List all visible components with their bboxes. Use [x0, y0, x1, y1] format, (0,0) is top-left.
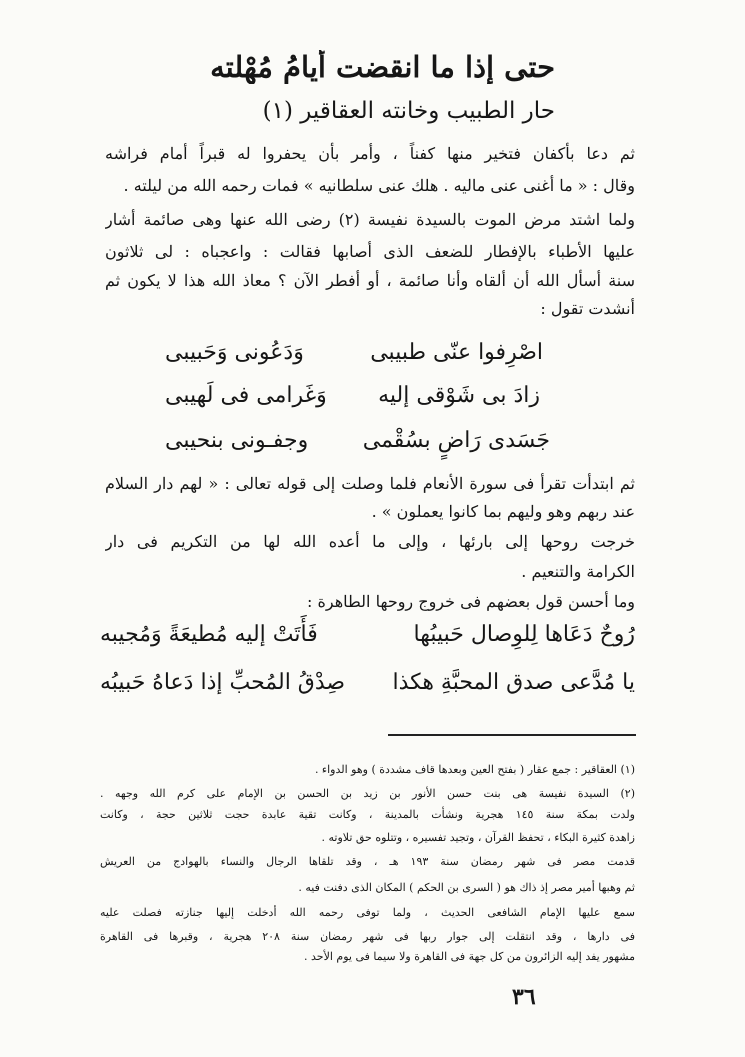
paragraph-1-line-2: وقال : « ما أغنى عنى ماليه . هلك عنى سلطانيه » فمات رحمه الله من ليلته .	[123, 176, 635, 195]
verse-4-hemistich-2: فَأَتَتْ إليه مُطيعَةً وَمُجيبه	[100, 622, 318, 647]
verse-5-hemistich-2: صِدْقُ المُحبِّ إذا دَعاهُ حَبيبُه	[100, 670, 346, 695]
footnote-2-line-8: مشهور يفد إليه الزائرون من كل جهة فى القاهرة ولا سيما فى يوم الأحد .	[304, 950, 635, 963]
verse-2-hemistich-2: وَغَرامى فى لَهيبى	[165, 383, 327, 408]
footnote-2-line-6: سمع عليها الإمام الشافعى الحديث ، ولما توفى رحمه الله أدخلت إليها جنازته فصلت عليه	[100, 906, 635, 919]
paragraph-4-line-1: خرجت روحها إلى بارئها ، وإلى ما أعده الله لها من التكريم فى دار	[105, 532, 635, 551]
footnote-1: (١) العقاقير : جمع عقار ( بفتح العين وبعدها قاف مشددة ) وهو الدواء .	[314, 763, 635, 776]
footnote-2-line-7: فى دارها ، وقد انتقلت إلى جوار ربها فى شهر رمضان سنة ٢٠٨ هجرية ، وقبرها فى القاهرة	[100, 930, 635, 943]
verse-3-hemistich-2: وجفـونى بنحيبى	[165, 428, 309, 453]
verse-1-hemistich-1: اصْرِفوا عنّى طبيبى	[370, 340, 543, 365]
footnote-2-line-4: قدمت مصر فى شهر رمضان سنة ١٩٣ هـ ، وقد تلقاها الرجال والنساء بالهوادج من العريش	[100, 855, 635, 868]
heading-verse-line-2: حار الطبيب وخانته العقاقير (١)	[262, 98, 555, 124]
paragraph-2-line-1: ولما اشتد مرض الموت بالسيدة نفيسة (٢) رضى الله عنها وهى صائمة أشار	[105, 210, 635, 229]
page-number: ٣٦	[512, 984, 536, 1010]
paragraph-1-line-1: ثم دعا بأكفان فتخير منها كفناً ، وأمر بأن يحفروا له قبراً أمام فراشه	[105, 144, 635, 163]
footnote-2-line-2: ولدت بمكة سنة ١٤٥ هجرية ونشأت بالمدينة ، وكانت تقية عابدة حجت ثلاثين حجة ، وكانت	[100, 808, 635, 821]
paragraph-5-line-1: وما أحسن قول بعضهم فى خروج روحها الطاهرة :	[307, 592, 635, 611]
footnote-2-line-3: زاهدة كثيرة البكاء ، تحفظ القرآن ، وتجيد تفسيره ، وتتلوه حق تلاوته .	[321, 831, 635, 844]
paragraph-3-line-1: ثم ابتدأت تقرأ فى سورة الأنعام فلما وصلت إلى قوله تعالى : « لهم دار السلام	[105, 474, 635, 493]
verse-3-hemistich-1: جَسَدى رَاضٍ بسُقْمى	[362, 428, 550, 453]
verse-1-hemistich-2: وَدَعُونى وَحَبيبى	[165, 340, 304, 365]
paragraph-4-line-2: الكرامة والتنعيم .	[521, 562, 635, 581]
footnote-2-line-1: (٢) السيدة نفيسة هى بنت حسن الأنور بن زيد بن الحسن بن الإمام على كرم الله وجهه .	[100, 787, 635, 800]
paragraph-2-line-4: أنشدت تقول :	[540, 299, 635, 318]
paragraph-2-line-2: عليها الأطباء بالإفطار للضعف الذى أصابها فقالت : واعجباه : لى ثلاثون	[105, 242, 635, 261]
footnote-2-line-5: ثم وهبها أمير مصر إذ ذاك هو ( السرى بن الحكم ) المكان الذى دفنت فيه .	[298, 881, 635, 894]
footnote-separator	[388, 734, 636, 736]
paragraph-2-line-3: سنة أسأل الله أن ألقاه وأنا صائمة ، أو أفطر الآن ؟ معاذ الله هذا لا يكون ثم	[105, 271, 635, 290]
paragraph-3-line-2: عند ربهم وهو وليهم بما كانوا يعملون » .	[371, 502, 635, 521]
verse-4-hemistich-1: رُوحٌ دَعَاها لِلوِصال حَبيبُها	[413, 622, 635, 647]
heading-verse-line-1: حتى إذا ما انقضت أيامُ مُهْلته	[210, 50, 555, 84]
verse-5-hemistich-1: يا مُدَّعى صدق المحبَّةِ هكذا	[392, 670, 635, 695]
verse-2-hemistich-1: زادَ بى شَوْقى إليه	[378, 383, 540, 408]
